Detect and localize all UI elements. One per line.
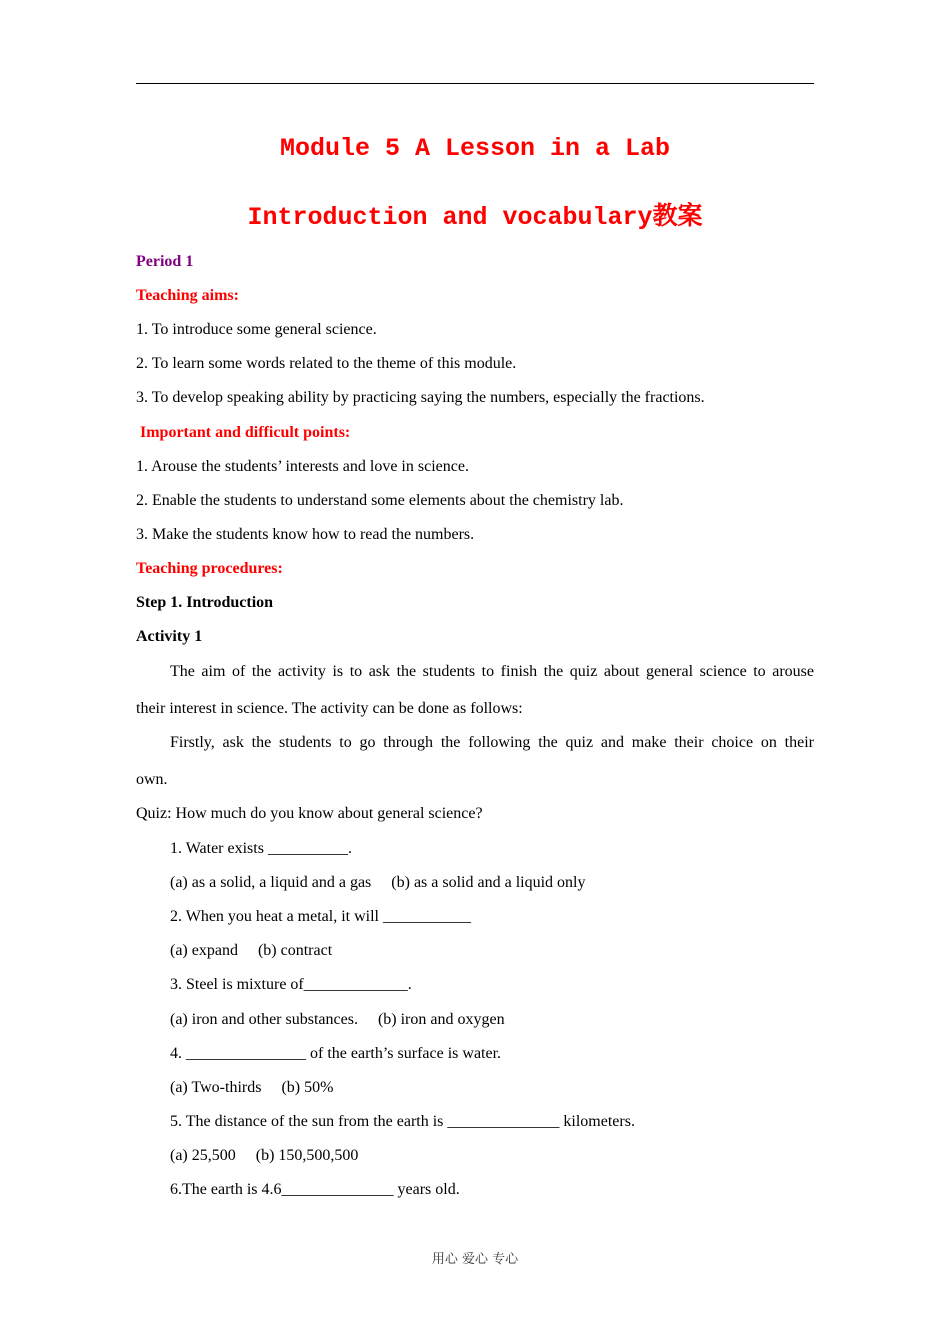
- activity-heading: Activity 1: [136, 628, 203, 645]
- quiz-option-b: (b) as a solid and a liquid only: [391, 874, 586, 891]
- quiz-question: 3. Steel is mixture of_____________.: [170, 976, 412, 993]
- quiz-question: 6.The earth is 4.6______________ years old.: [170, 1181, 460, 1198]
- quiz-question: 4. _______________ of the earth’s surface is water.: [170, 1045, 502, 1062]
- teaching-aims-heading: Teaching aims:: [136, 287, 239, 304]
- quiz-options: [170, 1146, 358, 1166]
- quiz-options: [170, 1010, 505, 1030]
- document-subtitle: Introduction and vocabulary教案: [247, 203, 703, 232]
- quiz-option-b: (b) 150,500,500: [255, 1147, 359, 1164]
- paragraph-line: Firstly, ask the students to go through the following the quiz and make their choice on their: [170, 734, 814, 751]
- quiz-question: 1. Water exists __________.: [170, 840, 352, 857]
- quiz-option-a: (a) 25,500: [170, 1147, 236, 1164]
- quiz-option-a: (a) Two-thirds: [170, 1079, 262, 1096]
- quiz-question: 2. When you heat a metal, it will ___________: [170, 908, 471, 925]
- quiz-options: [170, 1078, 333, 1098]
- important-point-item: 3. Make the students know how to read the numbers.: [136, 526, 475, 543]
- important-point-item: 1. Arouse the students’ interests and love in science.: [136, 458, 469, 475]
- page-footer: 用心 爱心 专心: [431, 1252, 519, 1267]
- period-label: Period 1: [136, 253, 194, 270]
- aim-item: 2. To learn some words related to the theme of this module.: [136, 355, 517, 372]
- header-rule: [136, 83, 814, 84]
- quiz-option-a: (a) iron and other substances.: [170, 1011, 358, 1028]
- document-title: Module 5 A Lesson in a Lab: [279, 134, 671, 163]
- quiz-options: [170, 941, 332, 961]
- quiz-options: [170, 873, 585, 893]
- quiz-title: Quiz: How much do you know about general science?: [136, 805, 483, 822]
- paragraph-line: own.: [136, 771, 168, 788]
- procedures-heading: Teaching procedures:: [136, 560, 283, 577]
- important-point-item: 2. Enable the students to understand some elements about the chemistry lab.: [136, 492, 624, 509]
- quiz-option-a: (a) as a solid, a liquid and a gas: [170, 874, 372, 891]
- aim-item: 3. To develop speaking ability by practicing saying the numbers, especially the fractions.: [136, 389, 705, 406]
- step-heading: Step 1. Introduction: [136, 594, 274, 611]
- paragraph-line: The aim of the activity is to ask the students to finish the quiz about general science to arouse: [170, 663, 814, 680]
- paragraph-line: their interest in science. The activity can be done as follows:: [136, 700, 523, 717]
- important-points-heading: Important and difficult points:: [140, 424, 351, 441]
- quiz-option-b: (b) contract: [257, 942, 333, 959]
- aim-item: 1. To introduce some general science.: [136, 321, 377, 338]
- quiz-option-a: (a) expand: [170, 942, 238, 959]
- quiz-question: 5. The distance of the sun from the earth is ______________ kilometers.: [170, 1113, 635, 1130]
- quiz-option-b: (b) 50%: [281, 1079, 334, 1096]
- quiz-option-b: (b) iron and oxygen: [377, 1011, 505, 1028]
